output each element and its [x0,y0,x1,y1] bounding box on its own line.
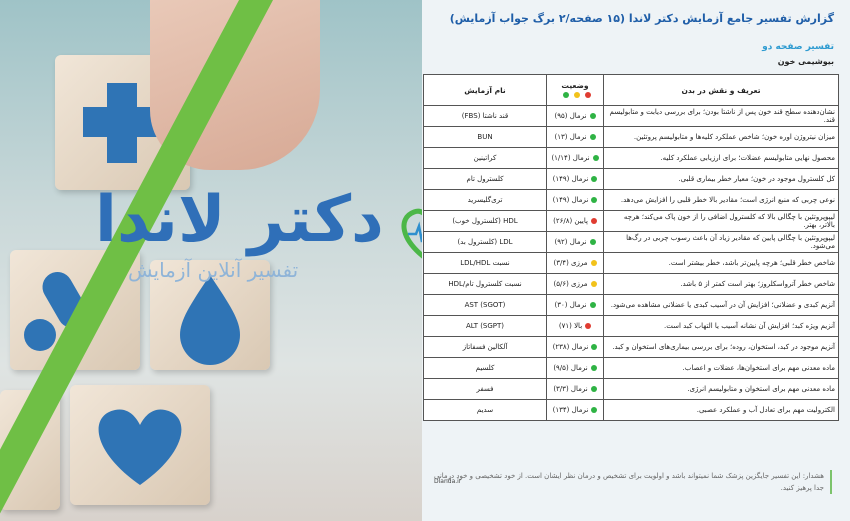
table-row [424,295,839,316]
row-description: شاخص خطر قلبی؛ هرچه پایین‌تر باشد، خطر بیشتر است. [604,253,839,274]
status-text: نرمال (۱۴۹) [552,196,589,204]
row-status [547,169,604,190]
logo-tagline: تفسیر آنلاین آزمایش [128,258,299,282]
row-test-name: آلکالین فسفاتاز [424,337,547,358]
table-row [424,400,839,421]
status-text: نرمال (۹۲) [554,238,587,246]
row-description: ماده معدنی مهم برای استخوان و متابولیسم انرژی. [604,379,839,400]
table-row [424,190,839,211]
row-description: آنزیم موجود در کبد، استخوان، روده؛ برای بررسی بیماری‌های استخوان و کبد. [604,337,839,358]
report-title: گزارش تفسیر جامع آزمایش دکتر لاندا (۱۵ صفحه/۲ برگ جواب آزمایش) [449,12,834,25]
row-description: لیپوپروتئین با چگالی پایین که مقادیر زیاد آن باعث رسوب چربی در رگ‌ها می‌شود. [604,232,839,253]
row-test-name: سدیم [424,400,547,421]
disclaimer: هشدار: این تفسیر جایگزین پزشک شما نمیتواند باشد و اولویت برای تشخیص و درمان نظر ایشان است. از خود تشخیصی و خود درمانی جدا پرهیز کنید. [424,470,832,494]
row-status [547,211,604,232]
status-text: نرمال (۱/۱۴) [551,154,590,162]
legend-red-dot [585,92,591,98]
row-test-name: فسفر [424,379,547,400]
header-status [547,75,604,106]
legend-yellow-dot [574,92,580,98]
status-dot-icon [585,323,591,329]
row-test-name: کلسترول تام [424,169,547,190]
table-row [424,253,839,274]
row-status [547,379,604,400]
row-status [547,190,604,211]
row-status [547,253,604,274]
row-status [547,316,604,337]
status-dot-icon [590,134,596,140]
header-name: نام آزمایش [424,75,547,106]
legend-green-dot [563,92,569,98]
row-status [547,358,604,379]
row-test-name: کراتینین [424,148,547,169]
status-dot-icon [591,197,597,203]
table-row [424,337,839,358]
row-description: نشان‌دهنده سطح قند خون پس از ناشتا بودن؛ برای بررسی دیابت و متابولیسم قند. [604,106,839,127]
table-row [424,358,839,379]
row-test-name: نسبت کلسترول تام/HDL [424,274,547,295]
status-text: نرمال (۳۰) [554,301,587,309]
brand-url: Dlanda.ir [434,478,462,485]
status-dot-icon [591,407,597,413]
row-status [547,127,604,148]
row-description: نوعی چربی که منبع انرژی است؛ مقادیر بالا خطر قلبی را افزایش می‌دهد. [604,190,839,211]
row-status [547,232,604,253]
row-description: آنزیم ویژه کبد؛ افزایش آن نشانه آسیب یا التهاب کبد است. [604,316,839,337]
table-header-row [424,75,839,106]
row-description: لیپوپروتئین با چگالی بالا که کلسترول اضافی را از خون پاک می‌کند؛ هرچه بالاتر، بهتر. [604,211,839,232]
logo-text: دکتر لاندا [95,183,384,257]
row-description: الکترولیت مهم برای تعادل آب و عملکرد عصبی. [604,400,839,421]
table-row [424,274,839,295]
status-text: مرزی (۳/۴) [553,259,588,267]
status-text: نرمال (۱۴۹) [552,175,589,183]
status-text: نرمال (۱۳) [554,133,587,141]
status-dot-icon [591,386,597,392]
row-status [547,274,604,295]
table-row [424,316,839,337]
row-test-name: ALT (SGPT) [424,316,547,337]
heart-block [70,385,210,505]
row-test-name: HDL (کلسترول خوب) [424,211,547,232]
table-row [424,379,839,400]
status-dot-icon [590,113,596,119]
row-status [547,106,604,127]
section-title: تفسیر صفحه دو [762,42,834,52]
row-test-name: تری‌گلیسرید [424,190,547,211]
row-test-name: قند ناشتا (FBS) [424,106,547,127]
status-legend [560,92,591,98]
row-status [547,295,604,316]
status-dot-icon [591,176,597,182]
row-description: محصول نهایی متابولیسم عضلات؛ برای ارزیابی عملکرد کلیه. [604,148,839,169]
section-subtitle: بیوشیمی خون [777,57,834,66]
row-description: شاخص خطر آترواسکلروز؛ بهتر است کمتر از ۵ باشد. [604,274,839,295]
row-description: کل کلسترول موجود در خون؛ معیار خطر بیماری قلبی. [604,169,839,190]
status-text: نرمال (۳/۳) [553,385,588,393]
status-dot-icon [590,239,596,245]
row-status [547,148,604,169]
row-test-name: BUN [424,127,547,148]
table-row [424,127,839,148]
status-text: نرمال (۱۳۴) [552,406,589,414]
row-test-name: AST (SGOT) [424,295,547,316]
table-row [424,106,839,127]
row-test-name: کلسیم [424,358,547,379]
status-dot-icon [591,218,597,224]
status-dot-icon [591,365,597,371]
status-dot-icon [591,281,597,287]
status-dot-icon [591,344,597,350]
status-text: نرمال (۹/۵) [553,364,588,372]
row-description: ماده معدنی مهم برای استخوان‌ها، عضلات و اعصاب. [604,358,839,379]
status-text: نرمال (۹۵) [554,112,587,120]
table-row [424,211,839,232]
row-status [547,400,604,421]
table-row [424,148,839,169]
status-text: نرمال (۲۳۸) [552,343,589,351]
status-text: مرزی (۵/۶) [553,280,588,288]
row-description: میزان نیتروژن اوره خون؛ شاخص عملکرد کلیه‌ها و متابولیسم پروتئین. [604,127,839,148]
row-description: آنزیم کبدی و عضلانی؛ افزایش آن در آسیب کبدی یا عضلانی مشاهده می‌شود. [604,295,839,316]
row-status [547,337,604,358]
table-row [424,169,839,190]
status-dot-icon [590,302,596,308]
row-test-name: نسبت LDL/HDL [424,253,547,274]
results-table [423,74,839,421]
header-status-label: وضعیت [561,80,589,90]
table-row [424,232,839,253]
status-dot-icon [593,155,599,161]
status-text: بالا (۷۱) [558,322,583,330]
status-text: پایین (۲۶/۸) [553,217,588,225]
header-desc: تعریف و نقش در بدن [604,75,839,106]
status-dot-icon [591,260,597,266]
row-test-name: LDL (کلسترول بد) [424,232,547,253]
